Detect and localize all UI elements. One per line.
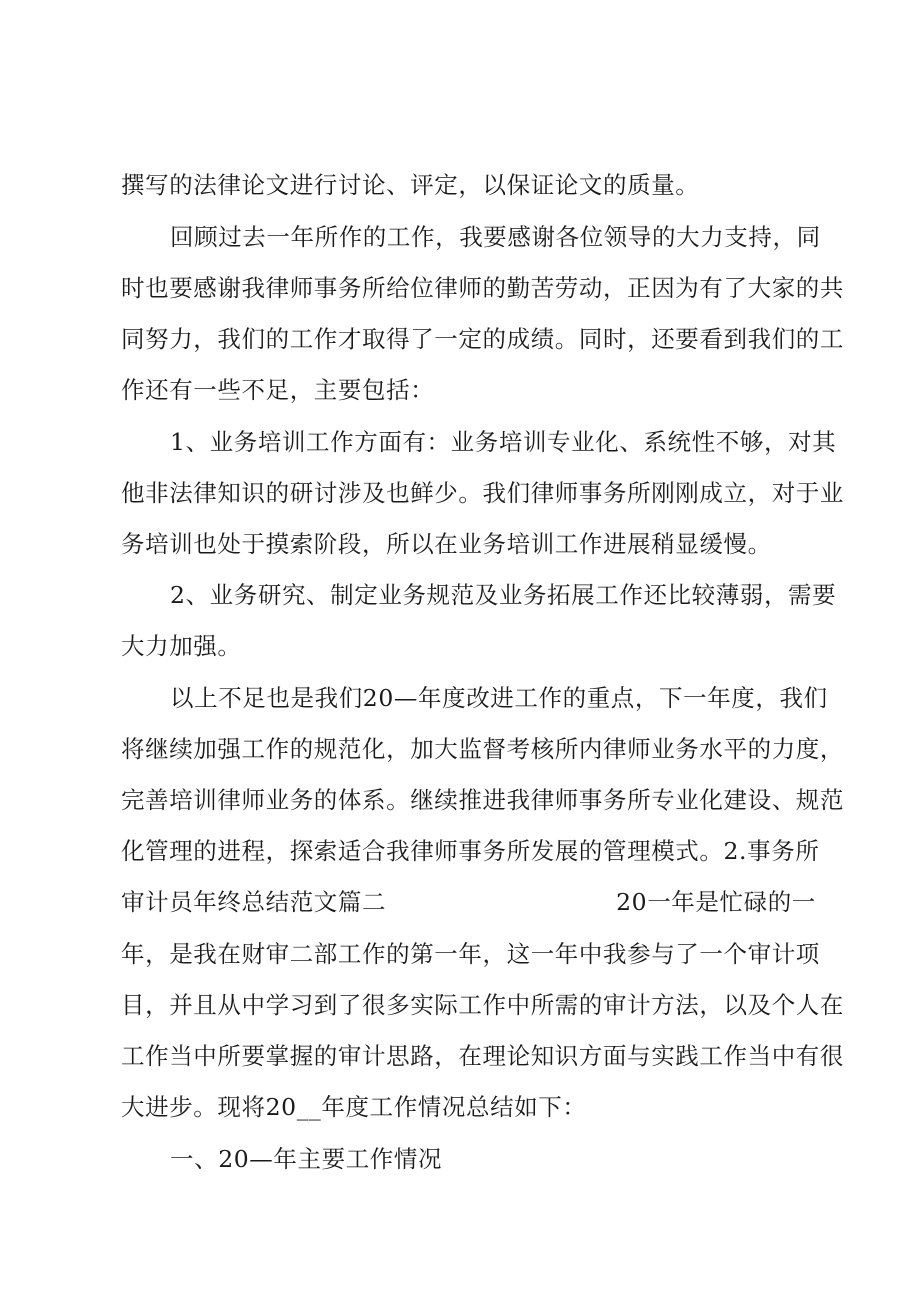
- paragraph-line: 回顾过去一年所作的工作，我要感谢各位领导的大力支持，同: [170, 223, 821, 251]
- paragraph-line: 务培训也处于摸索阶段，所以在业务培训工作进展稍显缓慢。: [121, 530, 772, 558]
- paragraph-line: 撰写的法律论文进行讨论、评定，以保证论文的质量。: [121, 171, 700, 199]
- paragraph-line: 同努力，我们的工作才取得了一定的成绩。同时，还要看到我们的工: [121, 325, 844, 353]
- paragraph-line: 时也要感谢我律师事务所给位律师的勤苦劳动，正因为有了大家的共: [121, 274, 844, 302]
- paragraph-text: 20一年是忙碌的一: [616, 888, 816, 916]
- paragraph-line: 目，并且从中学习到了很多实际工作中所需的审计方法，以及个人在: [121, 991, 844, 1019]
- paragraph-line: 年，是我在财审二部工作的第一年，这一年中我参与了一个审计项: [121, 940, 820, 968]
- paragraph-line: 完善培训律师业务的体系。继续推进我律师事务所专业化建设、规范: [121, 786, 844, 814]
- paragraph-line: 以上不足也是我们20—年度改进工作的重点，下一年度，我们: [170, 684, 828, 712]
- paragraph-line: 大力加强。: [121, 632, 242, 660]
- paragraph-line: 大进步。现将20__年度工作情况总结如下：: [121, 1093, 587, 1121]
- paragraph-line: 2、业务研究、制定业务规范及业务拓展工作还比较薄弱，需要: [170, 581, 837, 609]
- section-heading: 一、20—年主要工作情况: [170, 1145, 443, 1173]
- paragraph-line: 作还有一些不足，主要包括：: [121, 376, 435, 404]
- paragraph-line: 将继续加强工作的规范化，加大监督考核所内律师业务水平的力度，: [121, 735, 844, 763]
- paragraph-line: 工作当中所要掌握的审计思路，在理论知识方面与实践工作当中有很: [121, 1042, 844, 1070]
- paragraph-line: [121, 887, 821, 917]
- paragraph-line: 他非法律知识的研讨涉及也鲜少。我们律师事务所刚刚成立，对于业: [121, 479, 844, 507]
- paragraph-line: 化管理的进程，探索适合我律师事务所发展的管理模式。2.事务所: [121, 837, 820, 865]
- section-heading-text: 审计员年终总结范文篇二: [121, 888, 387, 916]
- paragraph-line: 1、业务培训工作方面有：业务培训专业化、系统性不够，对其: [170, 428, 837, 456]
